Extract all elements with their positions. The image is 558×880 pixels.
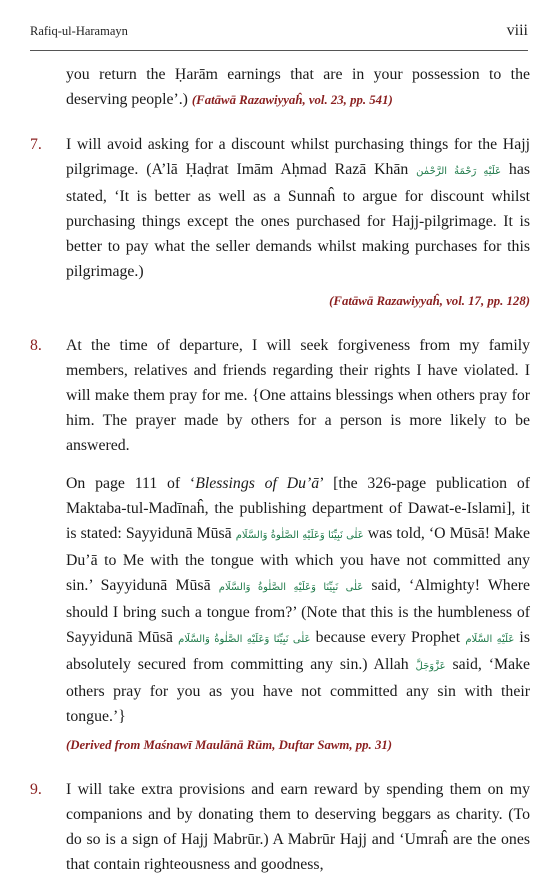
item-8-reference: (Derived from Maśnawī Maulānā Rūm, Duftar Sawm, pp. 31) [66, 738, 393, 752]
item-8-paragraph-1: At the time of departure, I will seek forgiveness from my family members, relatives and friends regarding their rights I have violated. I will make them pray for me. {One attains blessings when others pray for him. The prayer made by others for a person is more likely to be answered. [66, 337, 530, 454]
list-item-9 [30, 777, 530, 877]
item-7-reference: (Fatāwā Razawiyyaĥ, vol. 17, pp. 128) [329, 294, 530, 308]
arabic-honorific: عَلٰی نَبِیِّنَا وَعَلَيْهِ الصَّلٰوةُ وَالسَّلَام [178, 634, 311, 645]
book-title-ref: Blessings of Du’ā [195, 475, 320, 492]
item-content [66, 333, 530, 758]
item-9-text: I will take extra provisions and earn reward by spending them on my companions and by donating them to deserving beggars as charity. (To do so is a sign of Hajj Mabrūr.) A Mabrūr Hajj and ‘Umraĥ are the ones that contain righteousness and goodness, [66, 781, 530, 873]
arabic-honorific: عَزَّوَجَلَّ [415, 661, 446, 672]
page-header [30, 22, 528, 40]
intro-text: you return the Ḥarām earnings that are in your possession to the deserving people’.) [66, 66, 530, 108]
page-body [30, 62, 530, 877]
page-number: viii [506, 22, 528, 39]
intro-block [30, 62, 530, 113]
item-number: 9. [30, 781, 42, 798]
arabic-honorific: عَلٰی نَبِیِّنَا وَعَلَيْهِ الصَّلٰوةُ وَالسَّلَام [218, 582, 364, 593]
arabic-honorific: عَلٰی نَبِیِّنَا وَعَلَيْهِ الصَّلٰوةُ وَالسَّلَام [235, 530, 364, 541]
list-item-7 [30, 132, 530, 314]
header-rule [30, 50, 528, 51]
item-content [66, 777, 530, 877]
list-item-8 [30, 333, 530, 758]
item-7-text: I will avoid asking for a discount whilst purchasing things for the Hajj pilgrimage. (A’lā Ḥaḍrat Imām Aḥmad Razā Khān عَلَيْهِ رَحْمَةُ الرَّحْمٰن has stated, ‘It is better as well as a Sunnaĥ to argue for discount whilst purchasing things except the ones purchased for Hajj-pilgrimage. It is better to pay what the seller demands whilst making purchases for this pilgrimage.) [66, 136, 530, 280]
item-number: 8. [30, 337, 42, 354]
book-title: Rafiq-ul-Haramayn [30, 24, 128, 38]
arabic-honorific: عَلَيْهِ السَّلَام [465, 634, 515, 645]
intro-paragraph [66, 62, 530, 113]
item-content [66, 132, 530, 314]
item-number: 7. [30, 136, 42, 153]
arabic-honorific: عَلَيْهِ رَحْمَةُ الرَّحْمٰن [416, 166, 502, 177]
intro-reference: (Fatāwā Razawiyyaĥ, vol. 23, pp. 541) [191, 93, 393, 107]
item-8-paragraph-2: On page 111 of ‘Blessings of Du’ā’ [the 326-page publication of Maktaba-tul-Madīnaĥ, the publishing department of Dawat-e-Islami], it is stated: Sayyidunā Mūsā عَلٰی نَبِیِّنَا وَعَلَيْهِ الصَّلٰوةُ وَالسَّلَام was told, ‘O Mūsā! Make Du’ā to Me with the tongue with which you have not committed any sin.’ Sayyidunā Mūsā عَلٰی نَبِیِّنَا وَعَلَيْهِ الصَّلٰوةُ وَالسَّلَام said, ‘Almighty! Where should I bring such a tongue from?’ (Note that this is the humbleness of Sayyidunā Mūsā عَلٰی نَبِیِّنَا وَعَلَيْهِ الصَّلٰوةُ وَالسَّلَام because every Prophet عَلَيْهِ السَّلَام is absolutely secured from committing any sin.) Allah عَزَّوَجَلَّ said, ‘Make others pray for you as you have not committed any sin with their tongue.’} [66, 475, 530, 725]
